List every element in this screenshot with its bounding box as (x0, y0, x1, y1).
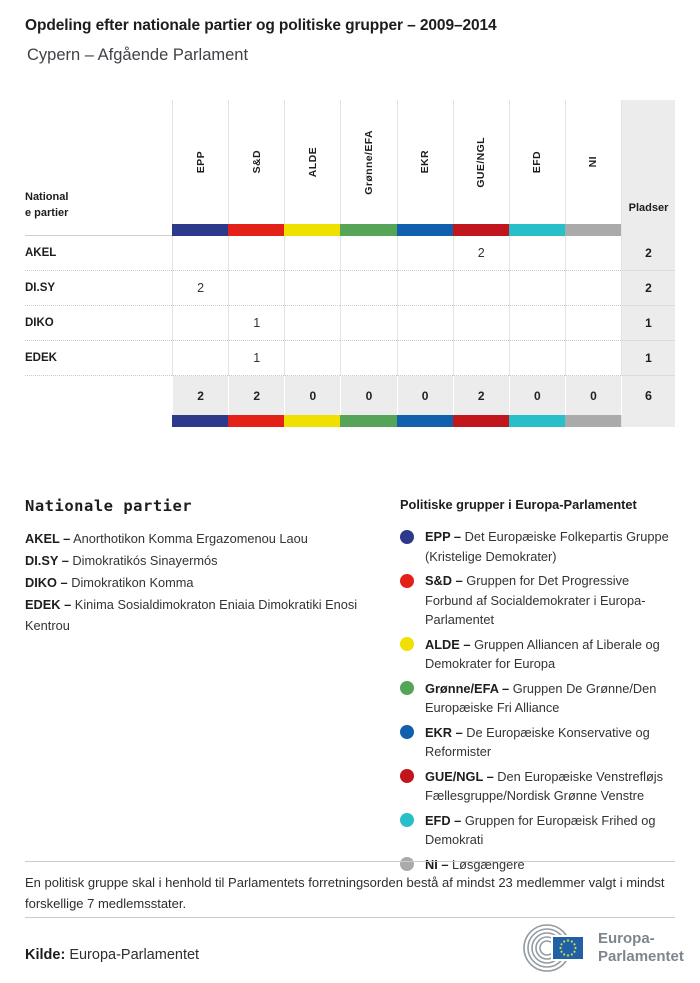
value-cell (565, 341, 621, 376)
seats-column-header: Pladser (621, 100, 675, 224)
parliament-table (25, 100, 675, 427)
seats-value-cell: 2 (621, 271, 675, 306)
total-seats-cell: 6 (621, 376, 675, 415)
value-cell (172, 236, 228, 271)
value-cell (509, 271, 565, 306)
value-cell (340, 271, 396, 306)
ep-hemicycle-icon (511, 922, 589, 974)
party-full-name: Kinima Sosialdimokraton Eniaia Dimokratiki Enosi Kentrou (25, 597, 358, 633)
group-color-dot-icon (400, 769, 414, 783)
value-cell (509, 341, 565, 376)
group-total-cell: 0 (284, 376, 340, 415)
group-color-bar (509, 224, 565, 236)
value-cell: 2 (172, 271, 228, 306)
national-parties-heading: Nationale partier (25, 497, 193, 515)
group-description (425, 571, 678, 630)
group-abbr: GUE/NGL – (425, 768, 494, 784)
group-full-name: Løsgængere (448, 856, 525, 872)
group-color-bar (172, 224, 228, 236)
value-cell (340, 306, 396, 341)
group-color-bar (453, 224, 509, 236)
political-group-item (400, 679, 678, 718)
value-cell (172, 306, 228, 341)
value-cell (565, 271, 621, 306)
group-full-name: Det Europæiske Folkepartis Gruppe (Kristelige Demokrater) (425, 529, 669, 564)
group-label-S&D: S&D (250, 150, 263, 174)
group-total-cell: 0 (340, 376, 396, 415)
footnote-divider (25, 861, 675, 862)
group-color-bar (284, 224, 340, 236)
group-full-name: Den Europæiske Venstrefløjs Fællesgruppe/Nordisk Grønne Venstre (425, 768, 664, 803)
seats-column-fill (621, 224, 675, 236)
ep-wordmark-line2: Parlamentet (598, 948, 684, 965)
ep-wordmark-line1: Europa- (598, 930, 655, 947)
political-group-item (400, 571, 678, 630)
national-party-item (25, 594, 360, 636)
group-abbr: S&D – (425, 573, 463, 588)
group-description (425, 527, 678, 566)
group-color-dot-icon (400, 637, 414, 651)
party-abbr: DIKO – (25, 575, 68, 590)
source-line (25, 947, 199, 963)
value-cell (453, 271, 509, 306)
value-cell (509, 236, 565, 271)
value-cell: 1 (228, 306, 284, 341)
seats-value-cell: 2 (621, 236, 675, 271)
source-label: Kilde: (25, 947, 66, 963)
party-name-cell: EDEK (25, 341, 172, 376)
value-cell (284, 306, 340, 341)
value-cell (284, 236, 340, 271)
group-column-header (340, 100, 396, 224)
group-column-header (228, 100, 284, 224)
group-color-dot-icon (400, 725, 414, 739)
group-description (425, 679, 678, 718)
group-abbr: EFD – (425, 812, 462, 828)
party-abbr: EDEK – (25, 597, 72, 612)
value-cell (397, 306, 453, 341)
value-cell (172, 341, 228, 376)
group-color-bar (509, 415, 565, 427)
group-abbr: ALDE – (425, 636, 471, 652)
group-color-dot-icon (400, 813, 414, 827)
footer-divider (25, 917, 675, 918)
value-cell (397, 341, 453, 376)
political-group-item (400, 767, 678, 806)
group-column-header (453, 100, 509, 224)
group-full-name: Gruppen for Det Progressive Forbund af Socialdemokrater i Europa-Parlamentet (425, 573, 646, 627)
value-cell (397, 271, 453, 306)
group-description (425, 811, 678, 850)
national-parties-legend (25, 497, 375, 637)
group-total-cell: 0 (509, 376, 565, 415)
group-label-NI: NI (587, 156, 600, 168)
value-cell (509, 306, 565, 341)
group-color-dot-icon (400, 681, 414, 695)
party-name-cell: DI.SY (25, 271, 172, 306)
group-total-cell: 2 (228, 376, 284, 415)
group-description (425, 723, 678, 762)
seats-value-cell: 1 (621, 306, 675, 341)
group-description (425, 635, 678, 674)
seats-value-cell: 1 (621, 341, 675, 376)
group-color-bar (565, 415, 621, 427)
totals-row-spacer (25, 376, 172, 415)
political-group-item (400, 527, 678, 566)
party-full-name: Anorthotikon Komma Ergazomenou Laou (70, 531, 308, 546)
political-groups-heading: Politiske grupper i Europa-Parlamentet (400, 497, 637, 512)
group-color-bar (565, 224, 621, 236)
group-label-EKR: EKR (419, 150, 432, 174)
value-cell (340, 341, 396, 376)
party-abbr: DI.SY – (25, 553, 69, 568)
group-color-bar (284, 415, 340, 427)
party-name-cell: AKEL (25, 236, 172, 271)
seats-column-fill (621, 415, 675, 427)
footnote-text: En politisk gruppe skal i henhold til Parlamentets forretningsorden bestå af mindst 23 medlemmer valgt i mindst forskellige 7 medlemsstater. (25, 875, 665, 911)
group-color-bar (340, 415, 396, 427)
group-abbr: Grønne/EFA – (425, 680, 510, 696)
political-group-item (400, 811, 678, 850)
group-color-dot-icon (400, 857, 414, 871)
value-cell: 2 (453, 236, 509, 271)
europa-parlamentet-logo (511, 922, 684, 974)
political-group-item (400, 635, 678, 674)
source-value: Europa-Parlamentet (69, 947, 200, 963)
group-label-GUE/NGL: GUE/NGL (475, 136, 488, 188)
group-label-ALDE: ALDE (306, 146, 319, 178)
national-party-item (25, 572, 360, 593)
national-parties-list (25, 528, 375, 636)
page-title: Opdeling efter nationale partier og politiske grupper – 2009–2014 (25, 17, 497, 34)
group-abbr: NI – (425, 856, 449, 872)
group-full-name: Gruppen for Europæisk Frihed og Demokrati (425, 812, 656, 847)
group-full-name: De Europæiske Konservative og Reformister (425, 724, 650, 759)
group-total-cell: 2 (453, 376, 509, 415)
national-party-item (25, 550, 360, 571)
group-column-header (565, 100, 621, 224)
group-color-dot-icon (400, 574, 414, 588)
table-corner-label (25, 100, 172, 224)
group-total-cell: 0 (565, 376, 621, 415)
party-full-name: Dimokratikós Sinayermós (68, 553, 218, 568)
value-cell (228, 236, 284, 271)
political-groups-legend (400, 497, 678, 879)
value-cell (284, 271, 340, 306)
political-group-item (400, 723, 678, 762)
group-abbr: EKR – (425, 724, 463, 740)
header-underline (25, 224, 172, 236)
group-color-bar (397, 415, 453, 427)
party-abbr: AKEL – (25, 531, 71, 546)
value-cell (565, 306, 621, 341)
group-color-dot-icon (400, 530, 414, 544)
group-column-header (172, 100, 228, 224)
value-cell (453, 341, 509, 376)
group-description (425, 767, 678, 806)
group-color-bar (172, 415, 228, 427)
value-cell (284, 341, 340, 376)
group-color-bar (228, 224, 284, 236)
national-party-item (25, 528, 360, 549)
value-cell (453, 306, 509, 341)
page-subtitle: Cypern – Afgående Parlament (27, 46, 249, 64)
ep-wordmark (598, 930, 684, 966)
group-column-header (397, 100, 453, 224)
group-color-bar (340, 224, 396, 236)
group-column-header (509, 100, 565, 224)
national-parties-column-label: Nationale partier (25, 191, 69, 219)
group-label-EPP: EPP (194, 150, 207, 174)
party-full-name: Dimokratikon Komma (67, 575, 194, 590)
group-total-cell: 2 (172, 376, 228, 415)
value-cell (340, 236, 396, 271)
party-name-cell: DIKO (25, 306, 172, 341)
political-groups-list (400, 527, 678, 874)
value-cell (228, 271, 284, 306)
value-cell (565, 236, 621, 271)
group-color-bar (228, 415, 284, 427)
group-column-header (284, 100, 340, 224)
group-color-bar (453, 415, 509, 427)
group-color-bar (397, 224, 453, 236)
group-total-cell: 0 (397, 376, 453, 415)
group-label-Grønne/EFA: Grønne/EFA (362, 129, 375, 195)
value-cell (397, 236, 453, 271)
value-cell: 1 (228, 341, 284, 376)
group-abbr: EPP – (425, 529, 462, 544)
group-label-EFD: EFD (531, 150, 544, 174)
bottom-bar-spacer (25, 415, 172, 427)
group-full-name: Gruppen De Grønne/Den Europæiske Fri Alliance (425, 680, 657, 715)
group-full-name: Gruppen Alliancen af Liberale og Demokrater for Europa (425, 636, 660, 671)
